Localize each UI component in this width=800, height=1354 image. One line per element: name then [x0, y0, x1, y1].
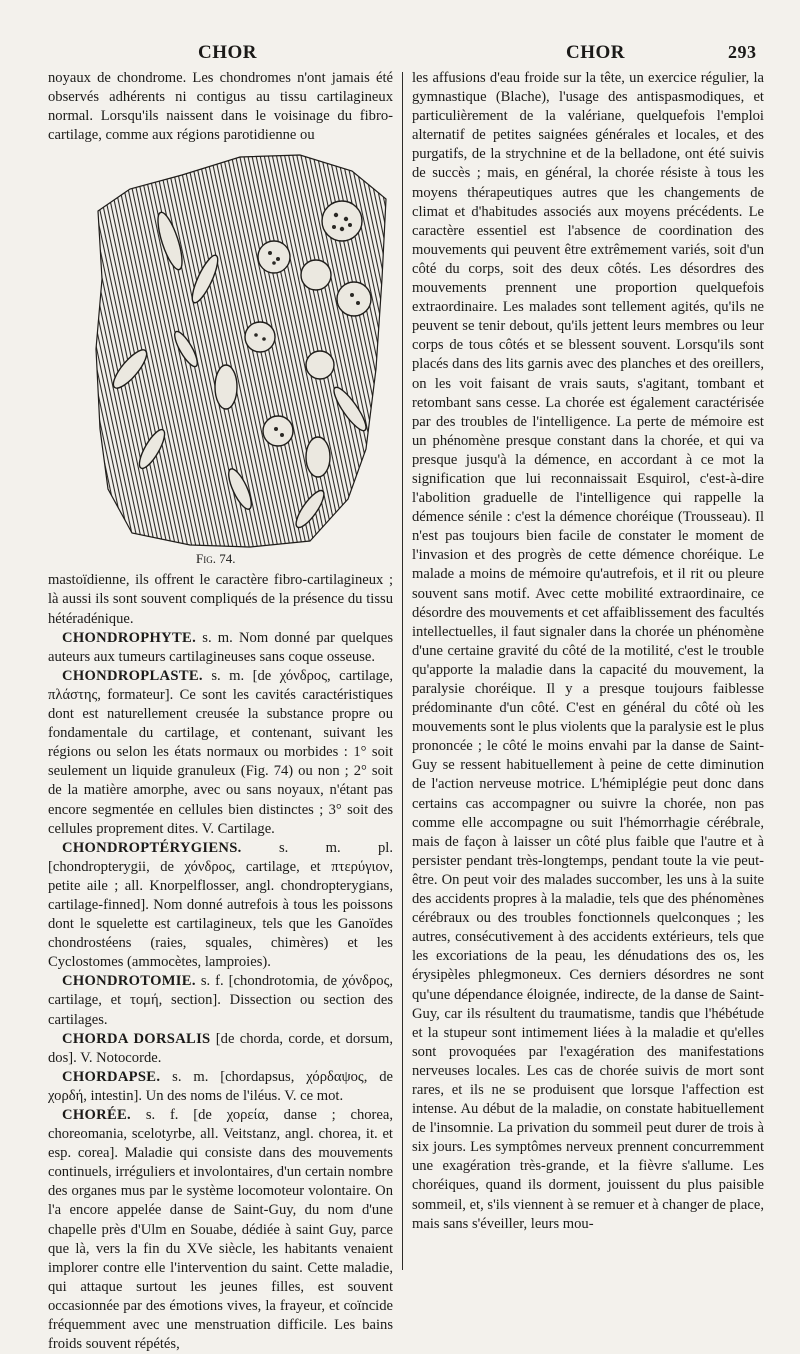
entry-headword: CHONDROPTÉRYGIENS. — [62, 839, 242, 856]
figure-caption: Fig. 74. — [196, 551, 236, 567]
entry-text: [de chorda, corde, et dorsum, dos]. V. Notocorde. — [48, 1030, 393, 1066]
entry-chordapse — [48, 1068, 393, 1106]
entry-text: s. f. [de χορεία, danse ; chorea, choreomania, scelotyrbe, all. Veitstanz, angl. chorea, it. et esp. corea]. Maladie qui consiste dans des mouvements continuels, irréguliers et involontaires, d'un certain nombre des organes mus par le système locomoteur volontaire. On l'a encore appelée danse de Saint-Guy, du nom d'une chapelle près d'Ulm en Souabe, dédiée à saint Guy, parce que là, vers la fin du XVe siècle, les habitants venaient implorer contre elle l'intervention du saint. Cette maladie, qui attaque surtout les jeunes filles, est souvent occasionnée par des émotions vives, la frayeur, et coïncide fréquemment avec une menstruation difficile. Les bains froids souvent répétés, — [48, 1107, 393, 1353]
running-head-right: CHOR — [566, 42, 625, 63]
entry-chondroplaste — [48, 667, 393, 839]
right-column — [412, 69, 764, 1234]
entry-chorda-dorsalis — [48, 1030, 393, 1068]
entry-text: s. m. Nom donné par quelques auteurs aux tumeurs cartilagineuses sans coque osseuse. — [48, 629, 393, 665]
after-figure-paragraph: mastoïdienne, ils offrent le caractère fibro-cartilagineux ; là aussi ils sont souvent compliqués de la présence du tissu hétéradénique. — [48, 572, 393, 627]
entry-headword: CHORDA DORSALIS — [62, 1030, 211, 1047]
entry-chondropterygiens — [48, 839, 393, 973]
column-divider — [402, 72, 403, 1270]
entry-chondrophyte — [48, 629, 393, 667]
cartilage-illustration — [90, 149, 390, 549]
entry-headword: CHONDROTOMIE. — [62, 973, 196, 990]
right-column-text: les affusions d'eau froide sur la tête, un exercice régulier, la gymnastique (Blache), l'usage des antispasmodiques, et particulièrement de la valériane, quelquefois l'emploi alternatif de petites saignées générales et locales, et des purgatifs, de la strychnine et de la belladone, ont été suivis de succès ; mais, en général, la chorée résiste à tous les moyens thérapeutiques autres que les changements de climat et d'habitudes associés aux moyens précédents. Le caractère essentiel est l'absence de coordination des mouvements qui peuvent être extrêmement variés, soit d'un côté du corps, soit des deux côtés. Les désordres des mouvements prennent une proportion quelquefois extraordinaire. Les malades sont tellement agités, qu'ils ne peuvent se tenir debout, qu'ils jettent leurs membres ou leur corps de tous côtés et se blessent souvent. Lorsqu'ils sont placés dans des lits garnis avec des planches et des oreillers, on les voit faisant de vrais sauts, s'agitant, tombant et retombant sans cesse. La chorée est également caractérisée par des troubles de l'intelligence. La perte de mémoire est un phénomène presque constant dans la chorée, et qui va presque jusqu'à la démence, en accordant à ce mot la signification que lui reconnaissait Esquirol, c'est-à-dire l'abolition graduelle de l'intelligence qui rappelle la démence sénile : c'est la démence choréique (Trousseau). Il n'est pas toujours bien facile de constater le moment de l'invasion et des progrès de cette démence choréique. Le malade a moins de mémoire qu'autrefois, et il rit ou pleure souvent sans motif. Avec cette mobilité extraordinaire, ce désordre des mouvements et cet affaiblissement des facultés intellectuelles, il faut signaler dans la chorée un phénomène d'une certaine gravité du côté de la motilité, c'est le trouble qu'apporte la maladie dans la capacité du mouvement, la paralysie choréique. Il y a presque toujours faiblesse prédominante d'un côté. C'est en général du côté où les mouvements sont le plus violents que la paralysie est le plus prononcée ; le côté le moins envahi par la danse de Saint-Guy se ressent habituellement à peine de cette diminution de l'action nerveuse motrice. L'hémiplégie peut donc dans certains cas accompagner ou suivre la chorée, non pas comme elle accompagne ou suit l'hémorrhagie cérébrale, mais de façon à laisser un côté plus faible que l'autre et à persister pendant très-longtemps, pendant toute la vie peut-être. On peut voir des malades succomber, les uns à la suite des accidents propres à la maladie, tels que des phénomènes cérébraux ou des troubles fonctionnels quelconques ; les autres, consécutivement à des accidents extérieurs, tels que les excoriations de la peau, les dénudations des os, les érysipèles phlegmoneux. Ces derniers désordres ne sont qu'une dépendance éloignée, indirecte, de la danse de Saint-Guy, car ils résultent du traumatisme, tandis que l'hébétude et la stupeur sont intimement liées à la maladie et qu'elles sont provoquées par l'exagération des manifestations nerveuses locales. Les cas de chorée suivis de mort sont rares, et ils ne se produisent que lorsque l'affection est intense. Au début de la maladie, on constate habituellement de l'insomnie. La privation du sommeil peut durer de trois à six jours. Les symptômes nerveux prennent concurremment une exagération très-grande, et la fièvre s'allume. Les choréiques, quand ils dorment, jouissent du plus paisible sommeil, et, s'ils viennent à se remuer et à changer de place, mais sans s'éveiller, leurs mou- — [412, 70, 764, 1232]
entry-text: s. m. [chordapsus, χόρδαψος, de χορδή, intestin]. Un des noms de l'iléus. V. ce mot. — [48, 1068, 393, 1104]
entry-choree — [48, 1106, 393, 1354]
entry-text: s. f. [chondrotomia, de χόνδρος, cartilage, et τομή, section]. Dissection ou section des cartilages. — [48, 973, 393, 1028]
page-number: 293 — [728, 42, 757, 62]
entry-headword: CHORDAPSE. — [62, 1068, 161, 1085]
entry-headword: CHORÉE. — [62, 1107, 131, 1123]
entry-chondrotomie — [48, 972, 393, 1029]
entry-text: s. m. [de χόνδρος, cartilage, πλάστης, formateur]. Ce sont les cavités caractéristiques dont est naturellement creusée la substance propre ou fondamentale du cartilage, et contenant, suivant les régions ou selon les états normaux ou morbides : 1° soit seulement un liquide granuleux (Fig. 74) ou non ; 2° soit de la matière amorphe, avec ou sans noyaux, n'étant pas encore segmentée en cellules bien distinctes ; 3° soit des cellules proprement dites. V. Cartilage. — [48, 667, 393, 837]
entry-text: s. m. pl. [chondropterygii, de χόνδρος, cartilage, et πτερύγιον, petite aile ; all. Knorpelflosser, angl. chondropterygians, cartilage-finned]. Nom donné autrefois à tous les poissons dont le squelette est cartilagineux, tels que les Ganoïdes chondrostéens (raies, squales, chimères) et les Cyclostomes (ammocètes, lamproies). — [48, 839, 393, 971]
figure-74 — [48, 149, 393, 567]
left-column — [48, 69, 393, 1354]
entry-headword: CHONDROPHYTE. — [62, 629, 197, 646]
intro-paragraph: noyaux de chondrome. Les chondromes n'ont jamais été observés adhérents ni contigus au tissu cartilagineux normal. Lorsqu'ils naissent dans le voisinage du fibro-cartilage, comme aux régions parotidienne ou — [48, 70, 393, 144]
entry-headword: CHONDROPLASTE. — [62, 667, 203, 684]
running-head-left: CHOR — [198, 42, 257, 63]
